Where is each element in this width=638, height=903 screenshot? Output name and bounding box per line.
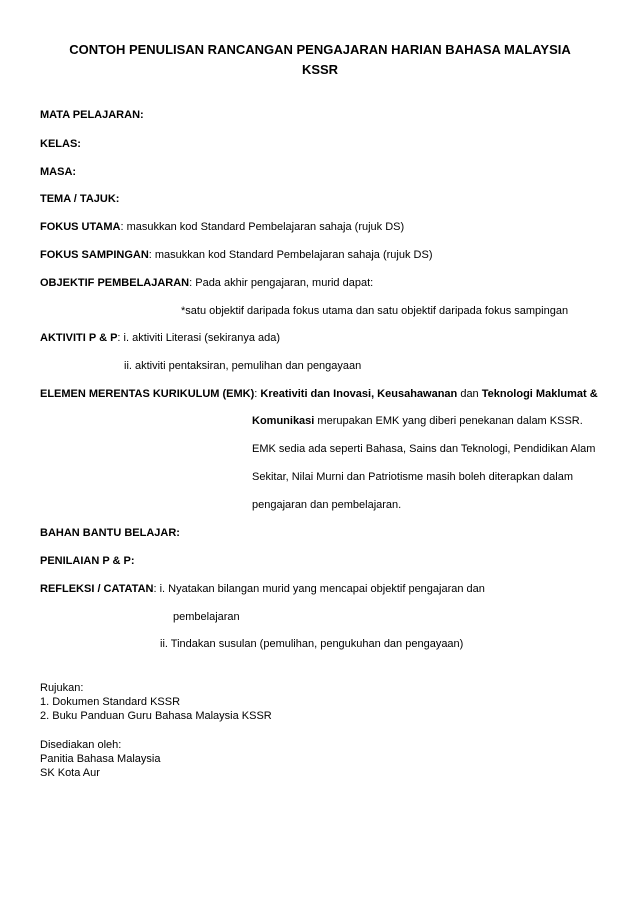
refleksi-text-1: : i. Nyatakan bilangan murid yang mencapai objektif pengajaran dan	[153, 583, 485, 595]
fokus-sampingan-line	[40, 248, 432, 262]
fokus-utama-text: : masukkan kod Standard Pembelajaran sahaja (rujuk DS)	[120, 221, 405, 233]
aktiviti-item-2: ii. aktiviti pentaksiran, pemulihan dan pengayaan	[124, 360, 362, 372]
aktiviti-item-1: : i. aktiviti Literasi (sekiranya ada)	[117, 332, 281, 344]
emk-line-2-rest: merupakan EMK yang diberi penekanan dalam KSSR.	[314, 415, 583, 427]
penilaian: PENILAIAN P & P:	[40, 555, 135, 567]
emk-dan: dan	[457, 388, 482, 400]
rujukan-item-1: 1. Dokumen Standard KSSR	[40, 696, 181, 708]
emk-bold-3: Komunikasi	[252, 415, 315, 427]
emk-bold-1: Kreativiti dan Inovasi, Keusahawanan	[260, 388, 458, 400]
emk-line-5: pengajaran dan pembelajaran.	[252, 499, 402, 511]
disediakan-line-1: Panitia Bahasa Malaysia	[40, 753, 161, 765]
objektif-label: OBJEKTIF PEMBELAJARAN	[40, 277, 190, 289]
field-mata-pelajaran: MATA PELAJARAN:	[40, 109, 144, 121]
document-title	[60, 40, 580, 80]
emk-line-3: EMK sedia ada seperti Bahasa, Sains dan Teknologi, Pendidikan Alam	[252, 443, 596, 455]
disediakan-heading: Disediakan oleh:	[40, 739, 122, 751]
emk-line-2	[252, 414, 583, 428]
disediakan-line-2: SK Kota Aur	[40, 767, 100, 779]
emk-label: ELEMEN MERENTAS KURIKULUM (EMK)	[40, 388, 255, 400]
fokus-sampingan-label: FOKUS SAMPINGAN	[40, 249, 149, 261]
emk-bold-2: Teknologi Maklumat &	[481, 388, 598, 400]
refleksi-line-3: ii. Tindakan susulan (pemulihan, pengukuhan dan pengayaan)	[160, 638, 464, 650]
objektif-line	[40, 276, 373, 290]
refleksi-line-2: pembelajaran	[173, 611, 240, 623]
emk-line-4: Sekitar, Nilai Murni dan Patriotisme masih boleh diterapkan dalam	[252, 471, 573, 483]
refleksi-label: REFLEKSI / CATATAN	[40, 583, 154, 595]
field-masa: MASA:	[40, 166, 77, 178]
field-kelas: KELAS:	[40, 138, 81, 150]
rujukan-item-2: 2. Buku Panduan Guru Bahasa Malaysia KSSR	[40, 710, 272, 722]
fokus-utama-line	[40, 220, 404, 234]
bahan-bantu-belajar: BAHAN BANTU BELAJAR:	[40, 527, 180, 539]
field-tema: TEMA / TAJUK:	[40, 193, 120, 205]
rujukan-heading: Rujukan:	[40, 682, 84, 694]
aktiviti-line	[40, 331, 280, 345]
emk-line-1	[40, 387, 598, 401]
objektif-note: *satu objektif daripada fokus utama dan satu objektif daripada fokus sampingan	[181, 305, 569, 317]
fokus-sampingan-text: : masukkan kod Standard Pembelajaran sahaja (rujuk DS)	[148, 249, 433, 261]
objektif-text: : Pada akhir pengajaran, murid dapat:	[189, 277, 374, 289]
emk-colon: :	[254, 388, 261, 400]
aktiviti-label: AKTIVITI P & P	[40, 332, 118, 344]
refleksi-line-1	[40, 582, 485, 596]
fokus-utama-label: FOKUS UTAMA	[40, 221, 121, 233]
title-line-1: CONTOH PENULISAN RANCANGAN PENGAJARAN HARIAN BAHASA MALAYSIA	[69, 42, 571, 57]
title-line-2: KSSR	[301, 62, 339, 77]
